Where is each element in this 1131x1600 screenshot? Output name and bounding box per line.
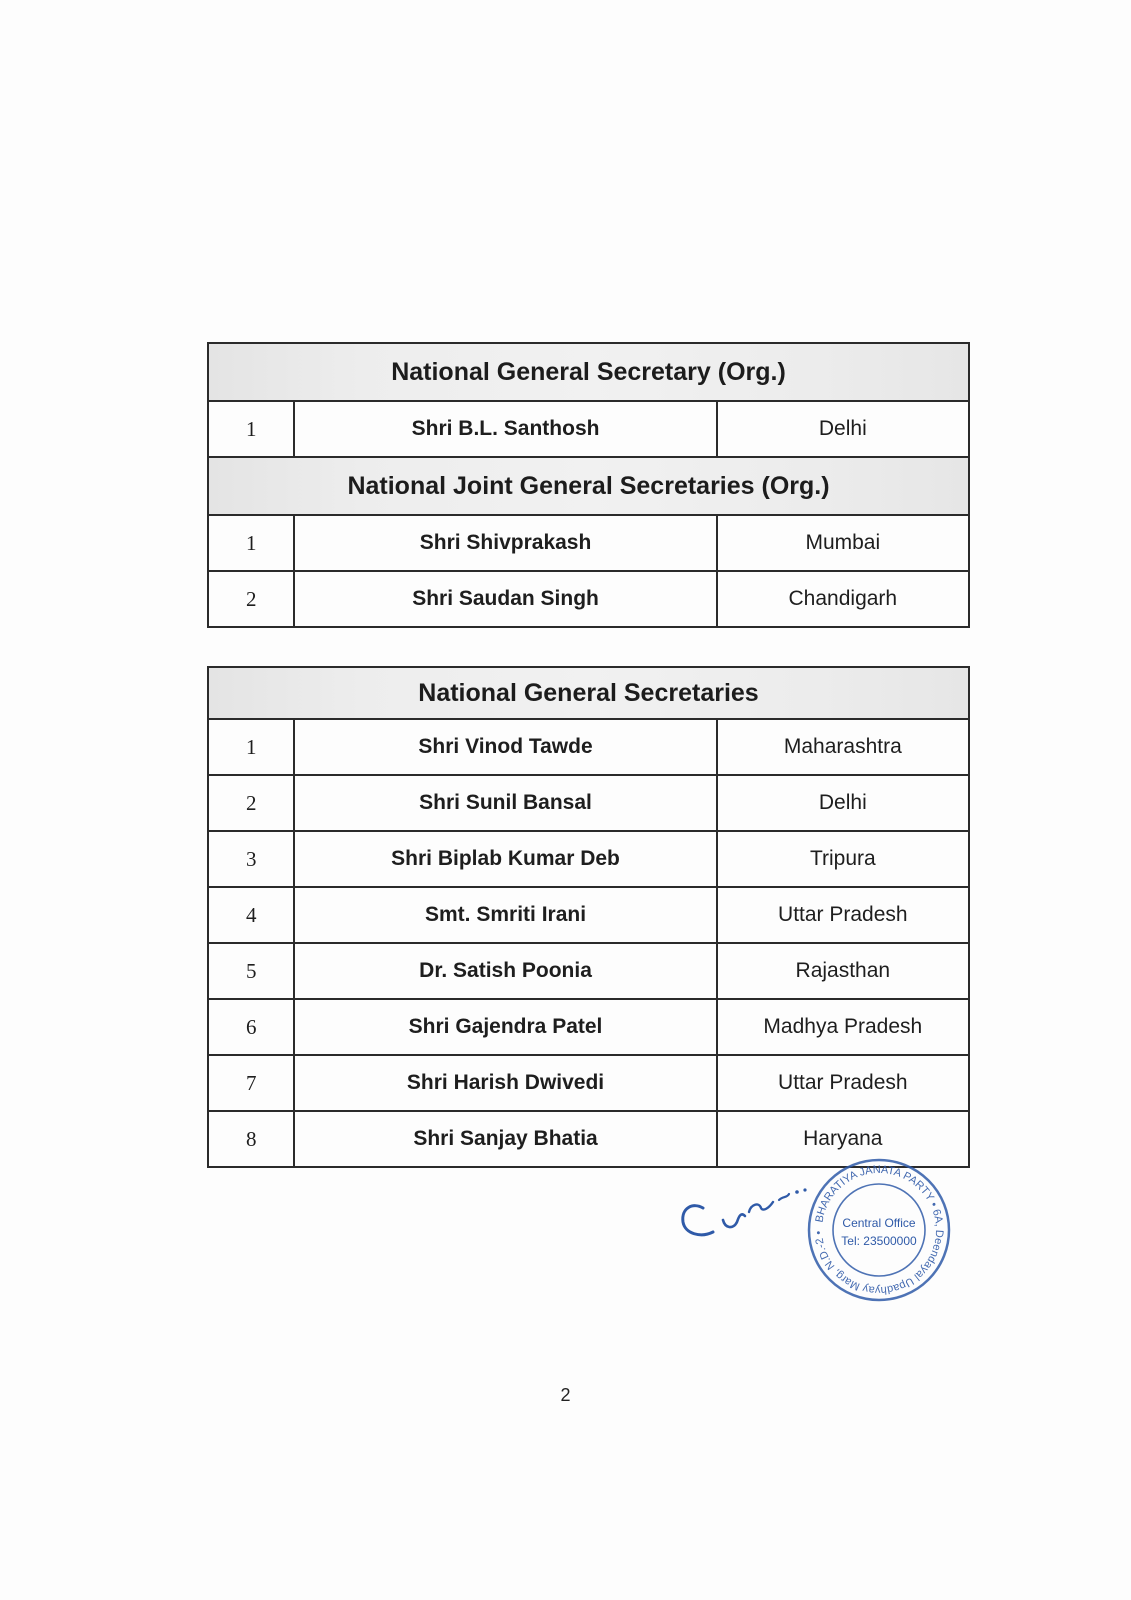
section-header-row: [208, 667, 969, 719]
serial-number: 2: [208, 775, 294, 831]
general-secretaries-table: [207, 666, 970, 1168]
section-heading: National General Secretaries: [208, 667, 969, 719]
table-row: [208, 999, 969, 1055]
place: Haryana: [717, 1111, 969, 1167]
person-name: Shri Gajendra Patel: [294, 999, 716, 1055]
place: Madhya Pradesh: [717, 999, 969, 1055]
place: Maharashtra: [717, 719, 969, 775]
serial-number: 1: [208, 719, 294, 775]
table-row: [208, 1055, 969, 1111]
place: Mumbai: [717, 515, 969, 571]
person-name: Shri Saudan Singh: [294, 571, 716, 627]
place: Delhi: [717, 775, 969, 831]
stamp-center-line-2: Tel: 23500000: [841, 1234, 917, 1248]
section-header-row: [208, 457, 969, 515]
serial-number: 2: [208, 571, 294, 627]
table-row: [208, 887, 969, 943]
table-row: [208, 719, 969, 775]
person-name: Shri B.L. Santhosh: [294, 401, 716, 457]
serial-number: 6: [208, 999, 294, 1055]
table-row: [208, 401, 969, 457]
stamp-ring-text: BHARATIYA JANATA PARTY • 6A, Deendayal Upadhyay Marg, N.D.-2 •: [812, 1163, 946, 1297]
person-name: Shri Sunil Bansal: [294, 775, 716, 831]
section-header-row: [208, 343, 969, 401]
serial-number: 4: [208, 887, 294, 943]
place: Delhi: [717, 401, 969, 457]
section-heading: National Joint General Secretaries (Org.): [208, 457, 969, 515]
serial-number: 3: [208, 831, 294, 887]
office-stamp: [804, 1155, 954, 1305]
serial-number: 1: [208, 515, 294, 571]
org-secretaries-table: [207, 342, 970, 628]
section-heading: National General Secretary (Org.): [208, 343, 969, 401]
person-name: Smt. Smriti Irani: [294, 887, 716, 943]
page-number: 2: [560, 1385, 571, 1405]
table-row: [208, 943, 969, 999]
place: Uttar Pradesh: [717, 887, 969, 943]
place: Uttar Pradesh: [717, 1055, 969, 1111]
table-row: [208, 831, 969, 887]
place: Tripura: [717, 831, 969, 887]
person-name: Shri Sanjay Bhatia: [294, 1111, 716, 1167]
stamp-center-line-1: Central Office: [842, 1216, 916, 1230]
person-name: Shri Harish Dwivedi: [294, 1055, 716, 1111]
serial-number: 7: [208, 1055, 294, 1111]
table-row: [208, 571, 969, 627]
serial-number: 5: [208, 943, 294, 999]
place: Chandigarh: [717, 571, 969, 627]
person-name: Dr. Satish Poonia: [294, 943, 716, 999]
place: Rajasthan: [717, 943, 969, 999]
serial-number: 1: [208, 401, 294, 457]
person-name: Shri Biplab Kumar Deb: [294, 831, 716, 887]
serial-number: 8: [208, 1111, 294, 1167]
person-name: Shri Vinod Tawde: [294, 719, 716, 775]
table-row: [208, 515, 969, 571]
table-row: [208, 775, 969, 831]
signature: [675, 1168, 825, 1258]
person-name: Shri Shivprakash: [294, 515, 716, 571]
